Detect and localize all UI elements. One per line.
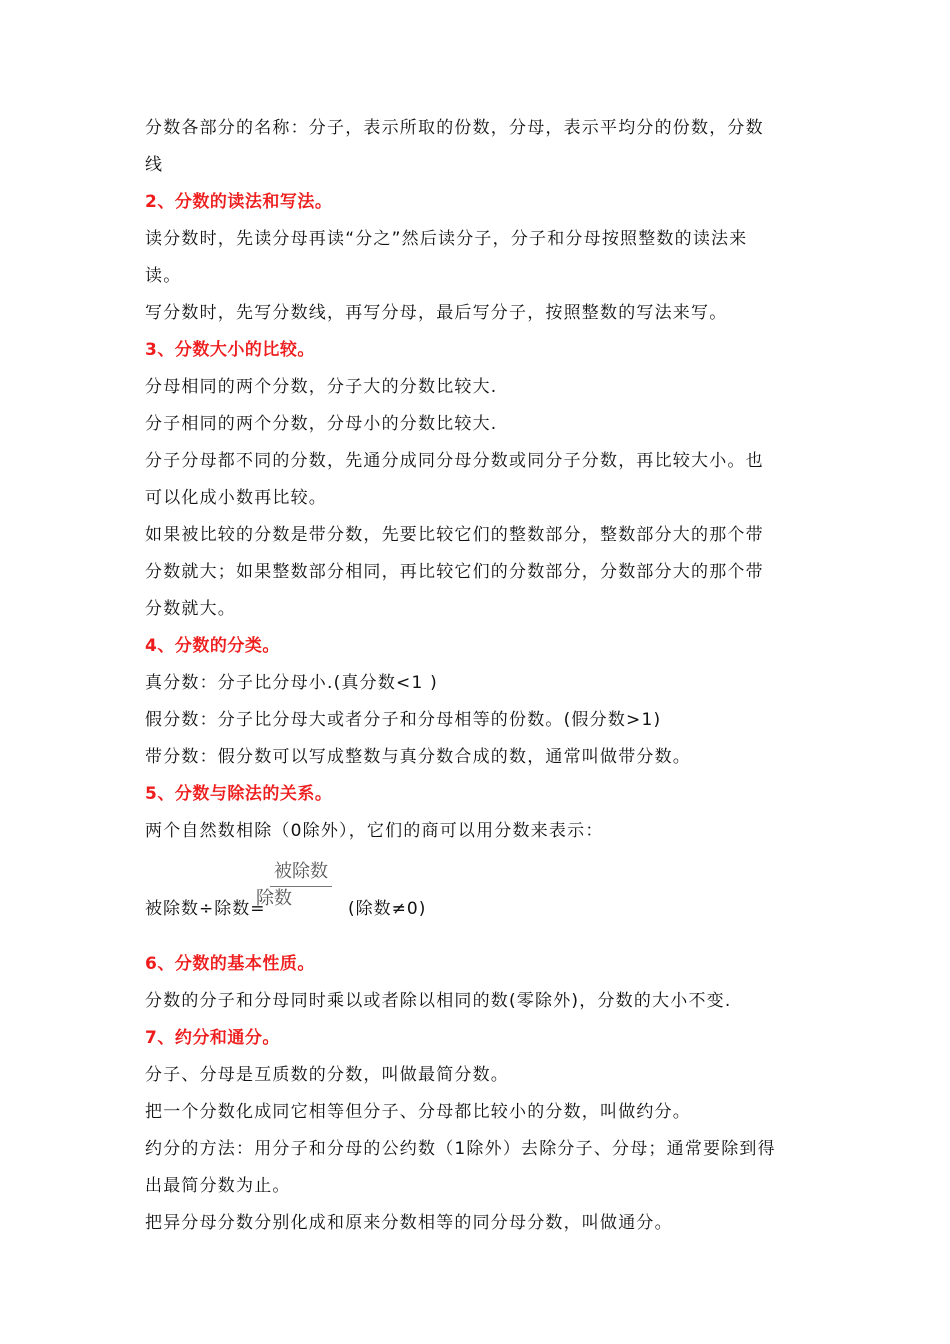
paragraph-line: 分数各部分的名称：分子，表示所取的份数，分母，表示平均分的份数，分数 (145, 118, 764, 138)
paragraph-line: 如果被比较的分数是带分数，先要比较它们的整数部分，整数部分大的那个带 (145, 525, 764, 545)
paragraph-line: 把一个分数化成同它相等但分子、分母都比较小的分数，叫做约分。 (145, 1102, 691, 1122)
paragraph-line: 分子分母都不同的分数，先通分成同分母分数或同分子分数，再比较大小。也 (145, 451, 764, 471)
paragraph-line: 分数就大；如果整数部分相同，再比较它们的分数部分，分数部分大的那个带 (145, 562, 764, 582)
paragraph-line: 把异分母分数分别化成和原来分数相等的同分母分数，叫做通分。 (145, 1213, 673, 1233)
section-heading: 2、分数的读法和写法。 (145, 192, 333, 212)
section-heading: 5、分数与除法的关系。 (145, 784, 333, 804)
section-heading: 3、分数大小的比较。 (145, 340, 315, 360)
document-page (145, 110, 810, 1242)
fraction-denominator: 除数 (256, 888, 292, 909)
division-fraction-formula (145, 860, 810, 940)
paragraph-line: 假分数：分子比分母大或者分子和分母相等的份数。(假分数>1) (145, 710, 662, 730)
fraction (256, 860, 332, 911)
paragraph-line: 读。 (145, 266, 182, 286)
paragraph-line: 真分数：分子比分母小.(真分数<1 ) (145, 673, 438, 693)
paragraph-line: 分数就大。 (145, 599, 236, 619)
paragraph-line: 分母相同的两个分数，分子大的分数比较大. (145, 377, 498, 397)
paragraph-line: 出最简分数为止。 (145, 1176, 291, 1196)
paragraph-line: 分子、分母是互质数的分数，叫做最简分数。 (145, 1065, 509, 1085)
paragraph-line: 约分的方法：用分子和分母的公约数（1除外）去除分子、分母；通常要除到得 (145, 1139, 776, 1159)
paragraph-line: 分子相同的两个分数，分母小的分数比较大. (145, 414, 498, 434)
paragraph-line: 分数的分子和分母同时乘以或者除以相同的数(零除外)，分数的大小不变. (145, 991, 732, 1011)
paragraph-line: 线 (145, 155, 164, 175)
paragraph-line: 带分数：假分数可以写成整数与真分数合成的数，通常叫做带分数。 (145, 747, 691, 767)
section-heading: 7、约分和通分。 (145, 1028, 280, 1048)
fraction-numerator: 被除数 (270, 860, 332, 887)
formula-lhs: 被除数÷除数= (145, 899, 266, 919)
section-heading: 4、分数的分类。 (145, 636, 280, 656)
section-heading: 6、分数的基本性质。 (145, 954, 315, 974)
formula-condition: (除数≠0) (348, 899, 427, 919)
paragraph-line: 写分数时，先写分数线，再写分母，最后写分子，按照整数的写法来写。 (145, 303, 728, 323)
paragraph-line: 读分数时，先读分母再读“分之”然后读分子，分子和分母按照整数的读法来 (145, 229, 748, 249)
paragraph-line: 两个自然数相除（0除外），它们的商可以用分数来表示： (145, 821, 604, 841)
paragraph-line: 可以化成小数再比较。 (145, 488, 327, 508)
